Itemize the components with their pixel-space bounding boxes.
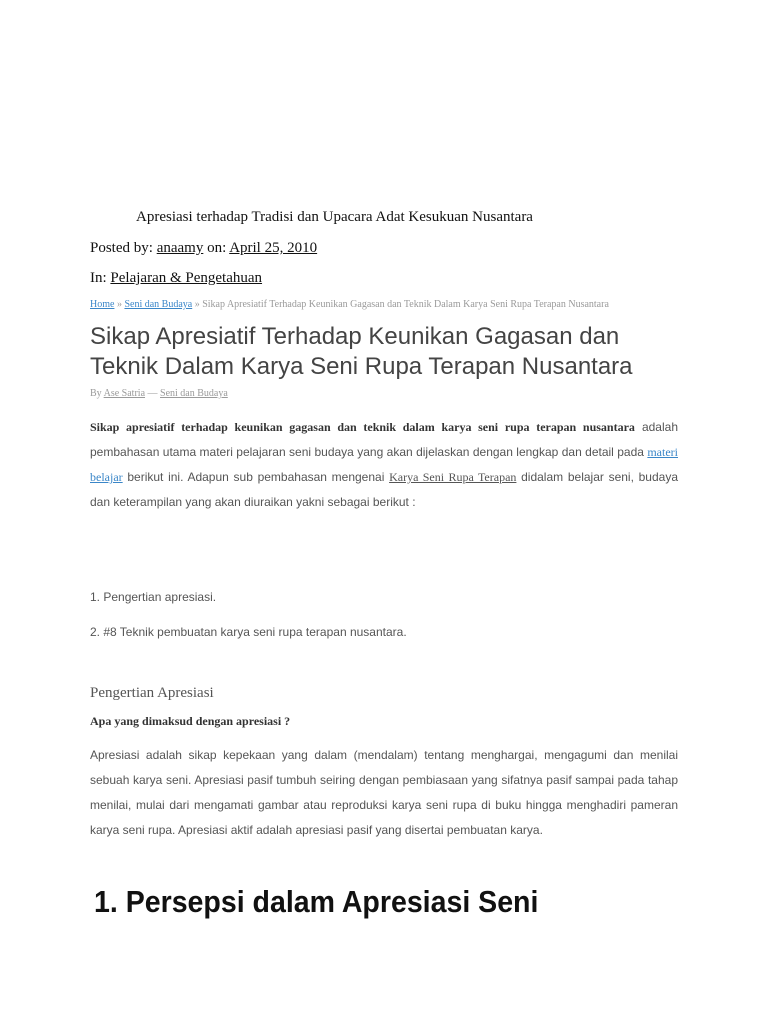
- section-subheading: Pengertian Apresiasi: [90, 685, 214, 701]
- byline-author-link[interactable]: Ase Satria: [103, 388, 146, 399]
- date-link[interactable]: April 25, 2010: [229, 240, 318, 256]
- intro-bold-text: Sikap apresiatif terhadap keunikan gagasan dan teknik dalam karya seni rupa terapan nusantara: [90, 420, 635, 434]
- byline: [90, 388, 228, 399]
- byline-dash: —: [147, 388, 158, 399]
- document-title: Apresiasi terhadap Tradisi dan Upacara Adat Kesukuan Nusantara: [136, 209, 533, 225]
- byline-by-label: By: [90, 388, 102, 399]
- intro-text: adalah pembahasan utama materi pelajaran seni budaya yang akan dijelaskan dengan lengkap dan detail pada: [90, 420, 678, 459]
- section-heading: 1. Persepsi dalam Apresiasi Seni: [94, 884, 539, 919]
- breadcrumb-current: Sikap Apresiatif Terhadap Keunikan Gagasan dan Teknik Dalam Karya Seni Rupa Terapan Nusantara: [202, 299, 609, 310]
- breadcrumb-separator: »: [116, 299, 122, 310]
- karya-seni-rupa-terapan-link[interactable]: Karya Seni Rupa Terapan: [389, 470, 517, 484]
- materi-belajar-link[interactable]: materi belajar: [90, 445, 678, 484]
- category-link[interactable]: Pelajaran & Pengetahuan: [110, 270, 263, 286]
- intro-text: berikut ini. Adapun sub pembahasan mengenai: [122, 470, 390, 484]
- breadcrumb-section-link[interactable]: Seni dan Budaya: [124, 299, 193, 310]
- breadcrumb: [90, 299, 730, 310]
- byline-category-link[interactable]: Seni dan Budaya: [160, 388, 228, 399]
- posted-by-line: [90, 240, 317, 257]
- posted-by-label: Posted by:: [90, 240, 153, 256]
- list-item: 1. Pengertian apresiasi.: [90, 590, 217, 604]
- breadcrumb-separator: »: [194, 299, 200, 310]
- category-line: [90, 270, 262, 287]
- breadcrumb-home-link[interactable]: Home: [90, 299, 115, 310]
- definition-paragraph: Apresiasi adalah sikap kepekaan yang dalam (mendalam) tentang menghargai, mengagumi dan menilai sebuah karya seni. Apresiasi pasif tumbuh seiring dengan pembiasaan yang sifatnya pasif sampai pada tahap menilai, mulai dari mengamati gambar atau reproduksi karya seni rupa di buku hingga menghadiri pameran karya seni rupa. Apresiasi aktif adalah apresiasi pasif yang disertai pembuatan karya.: [90, 748, 678, 837]
- author-link[interactable]: anaamy: [156, 240, 204, 256]
- on-label: on:: [207, 240, 227, 256]
- question-text: Apa yang dimaksud dengan apresiasi ?: [90, 714, 291, 728]
- article-title: Sikap Apresiatif Terhadap Keunikan Gagasan dan Teknik Dalam Karya Seni Rupa Terapan Nusantara: [90, 323, 633, 380]
- list-item: 2. #8 Teknik pembuatan karya seni rupa terapan nusantara.: [90, 625, 407, 639]
- in-label: In:: [90, 270, 107, 286]
- intro-text: didalam belajar seni, budaya dan keterampilan yang akan diuraikan yakni sebagai berikut :: [90, 470, 678, 509]
- intro-paragraph: [90, 415, 678, 515]
